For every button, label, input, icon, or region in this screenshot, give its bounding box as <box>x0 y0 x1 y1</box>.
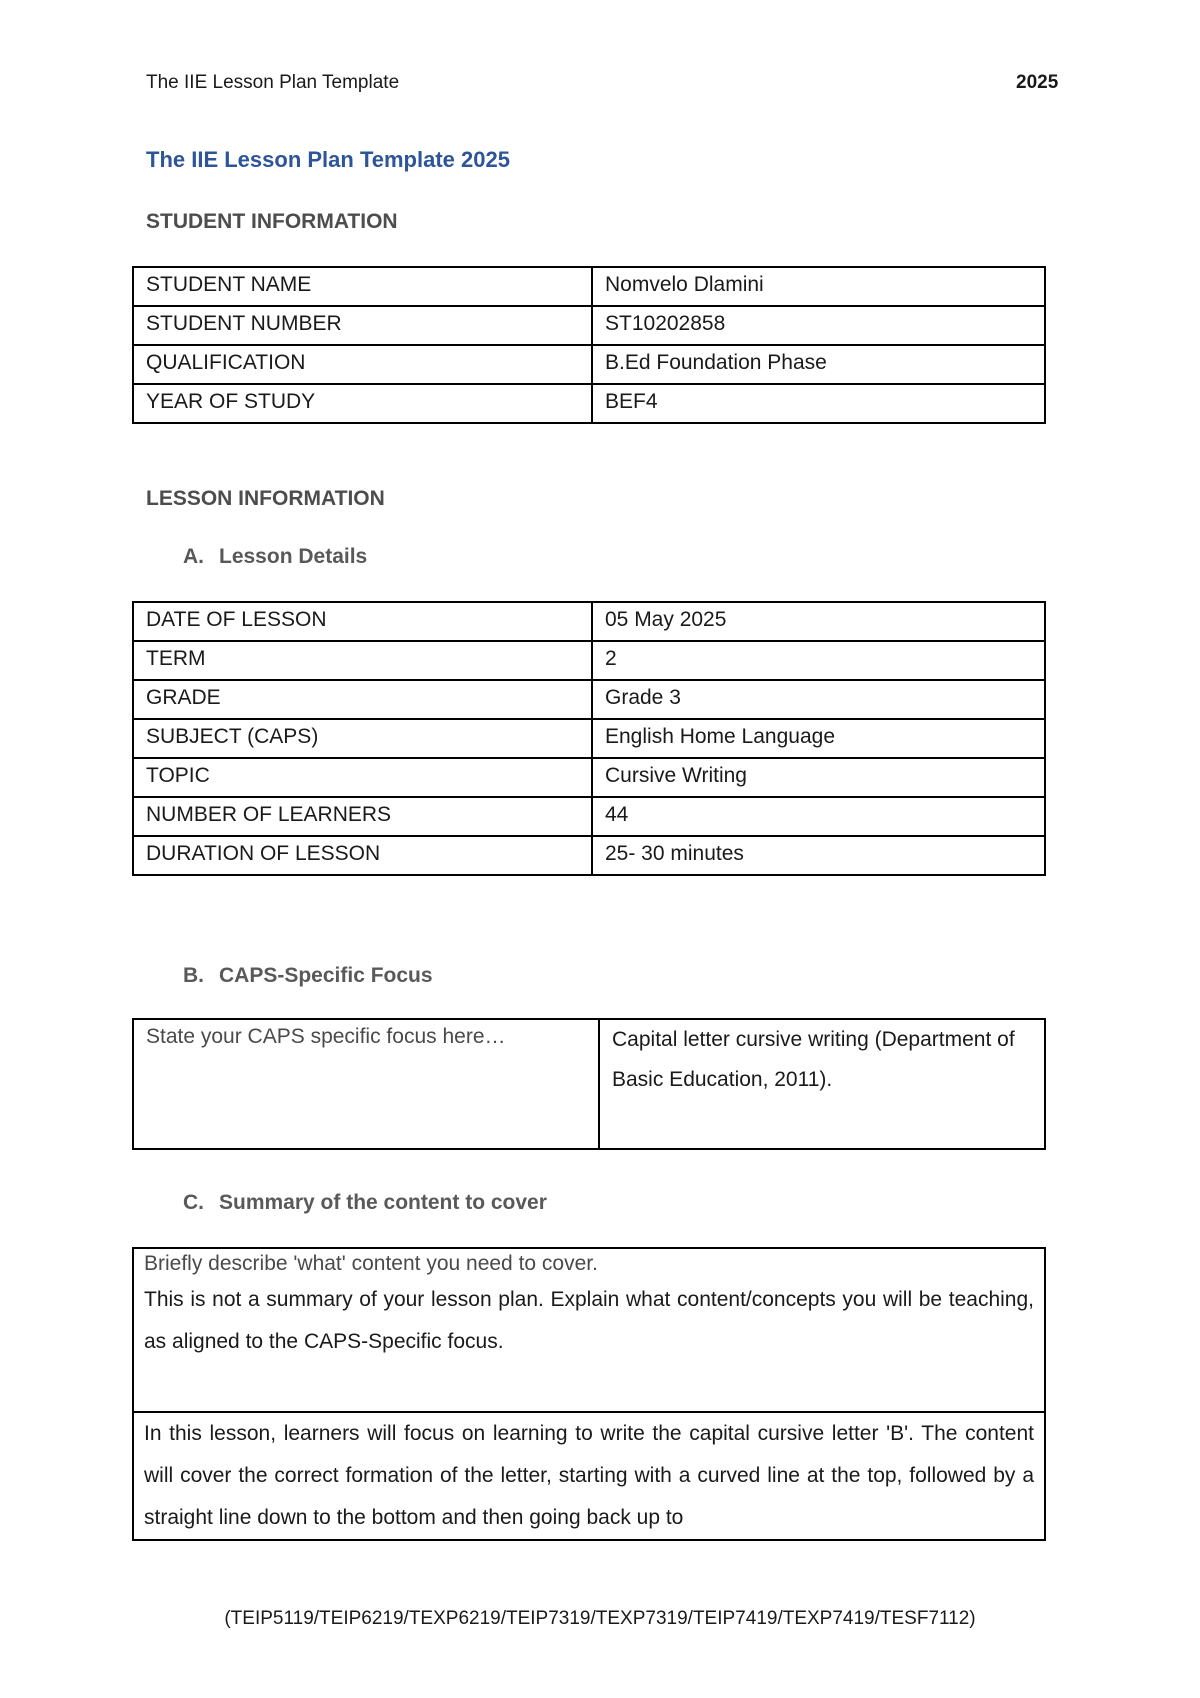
lesson-information-heading: LESSON INFORMATION <box>146 487 385 510</box>
lesson-details-table <box>132 601 1046 876</box>
table-row <box>133 641 1045 680</box>
caps-focus-letter: B. <box>183 964 204 987</box>
number-of-learners-value: 44 <box>592 797 1045 836</box>
number-of-learners-label: NUMBER OF LEARNERS <box>133 797 592 836</box>
student-number-label: STUDENT NUMBER <box>133 306 592 345</box>
content-summary-heading <box>183 1191 547 1215</box>
student-information-heading: STUDENT INFORMATION <box>146 210 398 233</box>
duration-value: 25- 30 minutes <box>592 836 1045 875</box>
content-summary-prompt-line2: This is not a summary of your lesson plan. Explain what content/concepts you will be teaching, as aligned to the CAPS-Specific focus. <box>144 1288 1034 1353</box>
student-name-label: STUDENT NAME <box>133 267 592 306</box>
date-of-lesson-value: 05 May 2025 <box>592 602 1045 641</box>
grade-value: Grade 3 <box>592 680 1045 719</box>
date-of-lesson-label: DATE OF LESSON <box>133 602 592 641</box>
content-summary-prompt-line1: Briefly describe 'what' content you need to cover. <box>144 1252 598 1275</box>
caps-focus-table <box>132 1018 1046 1150</box>
caps-focus-heading <box>183 964 433 988</box>
content-summary-prompt-cell <box>133 1248 1045 1412</box>
student-information-table <box>132 266 1046 424</box>
table-row <box>133 306 1045 345</box>
running-header-title: The IIE Lesson Plan Template <box>146 72 400 93</box>
duration-label: DURATION OF LESSON <box>133 836 592 875</box>
caps-focus-prompt: State your CAPS specific focus here… <box>133 1019 599 1149</box>
topic-value: Cursive Writing <box>592 758 1045 797</box>
student-number-value: ST10202858 <box>592 306 1045 345</box>
table-row <box>133 719 1045 758</box>
table-row <box>133 680 1045 719</box>
qualification-value: B.Ed Foundation Phase <box>592 345 1045 384</box>
year-of-study-value: BEF4 <box>592 384 1045 423</box>
subject-label: SUBJECT (CAPS) <box>133 719 592 758</box>
table-row <box>133 267 1045 306</box>
content-summary-answer: In this lesson, learners will focus on learning to write the capital cursive letter 'B'. The content will cover the correct formation of the letter, starting with a curved line at the top, followed by a straight line down to the bottom and then going back up to <box>133 1412 1045 1540</box>
student-name-value: Nomvelo Dlamini <box>592 267 1045 306</box>
lesson-details-letter: A. <box>183 545 204 568</box>
table-row <box>133 1412 1045 1540</box>
qualification-label: QUALIFICATION <box>133 345 592 384</box>
table-row <box>133 1248 1045 1412</box>
document-title: The IIE Lesson Plan Template 2025 <box>146 147 510 172</box>
table-row <box>133 602 1045 641</box>
topic-label: TOPIC <box>133 758 592 797</box>
subject-value: English Home Language <box>592 719 1045 758</box>
table-row <box>133 1019 1045 1149</box>
content-summary-letter: C. <box>183 1191 204 1214</box>
table-row <box>133 384 1045 423</box>
table-row <box>133 836 1045 875</box>
caps-focus-value: Capital letter cursive writing (Department of Basic Education, 2011). <box>599 1019 1045 1149</box>
year-of-study-label: YEAR OF STUDY <box>133 384 592 423</box>
table-row <box>133 797 1045 836</box>
term-label: TERM <box>133 641 592 680</box>
grade-label: GRADE <box>133 680 592 719</box>
caps-focus-title: CAPS-Specific Focus <box>219 964 433 987</box>
lesson-details-title: Lesson Details <box>219 545 368 568</box>
table-row <box>133 758 1045 797</box>
content-summary-title: Summary of the content to cover <box>219 1191 547 1214</box>
term-value: 2 <box>592 641 1045 680</box>
table-row <box>133 345 1045 384</box>
content-summary-table <box>132 1247 1046 1541</box>
page-footer-codes: (TEIP5119/TEIP6219/TEXP6219/TEIP7319/TEXP7319/TEIP7419/TEXP7419/TESF7112) <box>224 1608 976 1629</box>
running-header-year: 2025 <box>1016 72 1059 93</box>
lesson-details-heading <box>183 545 367 569</box>
